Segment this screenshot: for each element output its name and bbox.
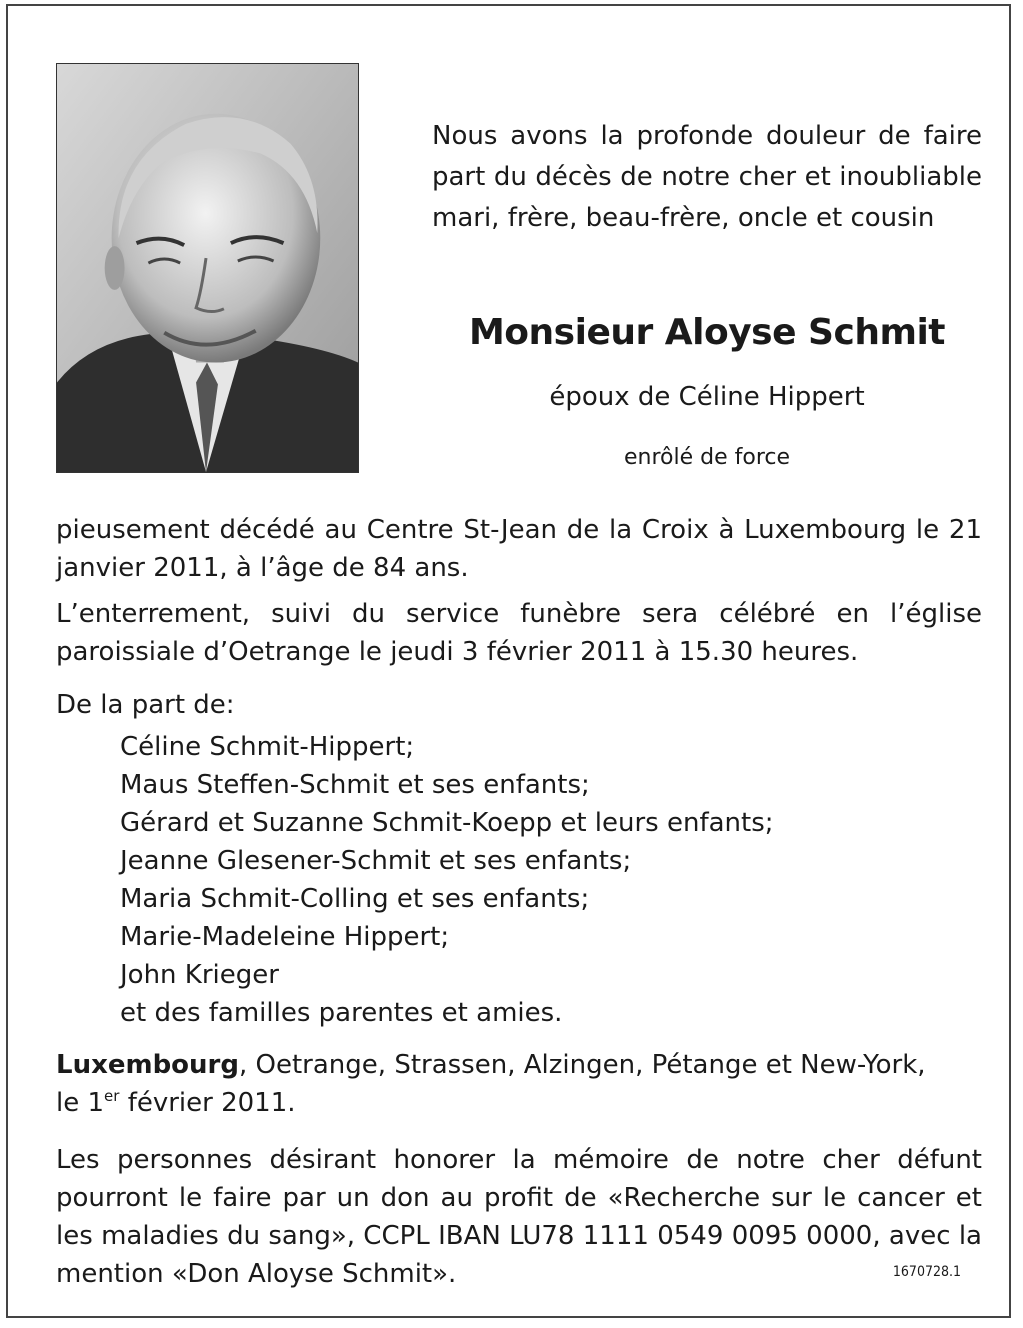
family-member: Jeanne Glesener-Schmit et ses enfants; [120,846,632,876]
place-date [56,1046,982,1122]
reference-number: 1670728.1 [892,1264,961,1280]
portrait-photo [56,63,359,473]
place-city: Luxembourg [56,1050,239,1080]
from-label: De la part de: [56,690,235,720]
obituary-card [6,4,1011,1318]
family-member: Maria Schmit-Colling et ses enfants; [120,884,590,914]
family-member: Gérard et Suzanne Schmit-Koepp et leurs enfants; [120,808,774,838]
portrait-image [57,64,358,472]
donation-notice: Les personnes désirant honorer la mémoire de notre cher défunt pourront le faire par un don au profit de «Recherche sur le cancer et les maladies du sang», CCPL IBAN LU78 1111 0549 0095 0000, avec la mention «Don Aloyse Schmit». [56,1145,982,1289]
spouse-line: époux de Céline Hippert [549,382,865,412]
deceased-name: Monsieur Aloyse Schmit [468,312,946,353]
family-member: Maus Steffen-Schmit et ses enfants; [120,770,590,800]
note-line: enrôlé de force [623,445,791,470]
place-list: , Oetrange, Strassen, Alzingen, Pétange et New-York, [239,1050,926,1080]
funeral-notice: L’enterrement, suivi du service funèbre sera célébré en l’église paroissiale d’Oetrange le jeudi 3 février 2011 à 15.30 heures. [56,599,982,667]
family-member: John Krieger [120,960,279,990]
family-member: Marie-Madeleine Hippert; [120,922,450,952]
date-prefix: le 1 [56,1088,105,1118]
family-list [120,728,774,1032]
family-member: Céline Schmit-Hippert; [120,732,415,762]
date-ordinal: er [104,1087,120,1105]
death-notice: pieusement décédé au Centre St-Jean de la Croix à Luxembourg le 21 janvier 2011, à l’âge de 84 ans. [56,515,982,583]
date-rest: février 2011. [119,1088,296,1118]
family-member: et des familles parentes et amies. [120,998,563,1028]
intro-text: Nous avons la profonde douleur de faire part du décès de notre cher et inoubliable mari, frère, beau-frère, oncle et cousin [432,121,982,233]
